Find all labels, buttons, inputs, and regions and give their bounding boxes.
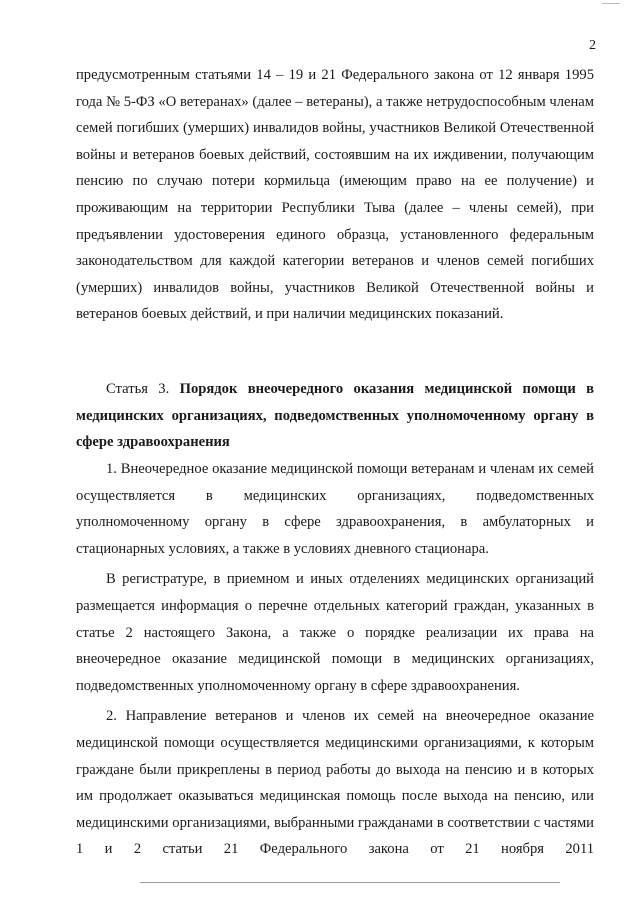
page-number: 2 (589, 38, 596, 53)
paragraph-text: предусмотренным статьями 14 – 19 и 21 Федерального закона от 12 января 1995 года № 5-ФЗ «О ветеранах» (далее – ветераны), а также нетрудоспособным членам семей погибших (умерших) инвалидов войны, участников Великой Отечественной войны и ветеранов боевых действий, состоявшим на их иждивении, получающим пенсию по случаю потери кормильца (имеющим право на ее получение) и проживающим на территории Республики Тыва (далее – члены семей), при предъявлении удостоверения единого образца, установленного федеральным законодательством для каждой категории ветеранов и членов семей погибших (умерших) инвалидов войны, участников Великой Отечественной войны и ветеранов боевых действий, и при наличии медицинских показаний. (76, 67, 594, 323)
paragraph-registry-info: В регистратуре, в приемном и иных отделениях медицинских организаций размещается информация о перечне отдельных категорий граждан, указанных в статье 2 настоящего Закона, а также о порядке реализации их права на внеочередное оказание медицинской помощи в медицинских организациях, подведомственных уполномоченному органу в сфере здравоохранения. (76, 571, 594, 694)
paragraph-continuation (76, 62, 594, 328)
footer-divider (140, 882, 560, 883)
article-title-bold: Порядок внеочередного оказания медицинской помощи в медицинских организациях, подведомственных уполномоченному органу в сфере здравоохранения (76, 381, 594, 451)
paragraph-part-1: 1. Внеочередное оказание медицинской помощи ветеранам и членам их семей осуществляется в медицинских организациях, подведомственных уполномоченному органу в сфере здравоохранения, в амбулаторных и стационарных условиях, а также в условиях дневного стационара. (76, 461, 594, 557)
paragraph-part-2: 2. Направление ветеранов и членов их семей на внеочередное оказание медицинской помощи осуществляется медицинскими организациями, к которым граждане были прикреплены в период работы до выхода на пенсию и в которых им продолжает оказываться медицинская помощь после выхода на пенсию, или медицинскими организациями, выбранными гражданами в соответствии с частями 1 и 2 статьи 21 Федерального закона от 21 ноября 2011 (76, 708, 594, 858)
scan-edge-mark (602, 0, 620, 4)
article-title (76, 376, 594, 456)
article-body (76, 456, 594, 863)
article-heading (76, 376, 594, 456)
article-prefix: Статья 3. (106, 381, 170, 397)
